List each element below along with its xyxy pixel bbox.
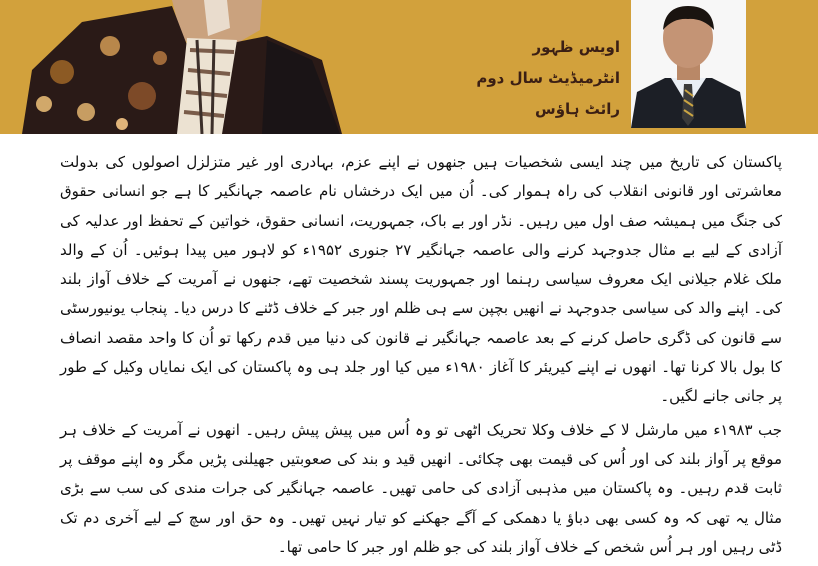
article-paragraph-2: جب ۱۹۸۳ء میں مارشل لا کے خلاف وکلا تحریک اٹھی تو وہ اُس میں پیش پیش رہیں۔ انھوں نے آمریت کے خلاف ہر موقع پر آواز بلند کی اور اُس کی قیمت بھی چکائی۔ انھیں قید و بند کی صعوبتیں جھیلنی پڑیں مگر وہ اپنے موقف پر ثابت قدم رہیں۔ وہ پاکستان میں مذہبی آزادی کی حامی تھیں۔ عاصمہ جہانگیر کی جرات مندی کی سب سے بڑی مثال یہ تھی کہ وہ کسی بھی دباؤ یا دھمکی کے آگے جھکنے کو تیار نہیں تھیں۔ وہ حق اور سچ کے لیے آخری دم تک ڈٹی رہیں اور ہر اُس شخص کے خلاف آواز بلند کی جو ظلم اور جبر کا حامی تھا۔ xyxy=(60,420,782,556)
article-body xyxy=(60,148,782,566)
student-photo xyxy=(631,0,746,128)
student-name: اویس ظہور xyxy=(532,38,620,56)
header-banner xyxy=(0,0,818,134)
student-class: انٹرمیڈیٹ سال دوم xyxy=(476,69,620,87)
student-caption xyxy=(470,32,620,125)
woman-portrait-photo xyxy=(22,0,347,134)
article-paragraph-1: پاکستان کی تاریخ میں چند ایسی شخصیات ہیں جنھوں نے اپنے عزم، بہادری اور غیر متزلزل اصولوں کی بدولت معاشرتی اور قانونی انقلاب کی راہ ہموار کی۔ اُن میں ایک درخشاں نام عاصمہ جہانگیر کا ہے جو انسانی حقوق کی جنگ میں ہمیشہ صف اول میں رہیں۔ نڈر اور بے باک، جمہوریت، انسانی حقوق، خواتین کے تحفظ اور عدلیہ کی آزادی کے لیے بے مثال جدوجہد کرنے والی عاصمہ جہانگیر ۲۷ جنوری ۱۹۵۲ء کو لاہور میں پیدا ہوئیں۔ اُن کے والد ملک غلام جیلانی ایک معروف سیاسی رہنما اور جمہوریت پسند شخصیت تھے، جنھوں نے آمریت کے خلاف آواز بلند کی۔ اپنے والد کی سیاسی جدوجہد نے انھیں بچپن سے ہی ظلم اور جبر کے خلاف ڈٹنے کا درس دیا۔ پنجاب یونیورسٹی سے قانون کی ڈگری حاصل کرنے کے بعد عاصمہ جہانگیر نے قانون کی دنیا میں قدم رکھا تو اُن کا واحد مقصد انصاف کا بول بالا کرنا تھا۔ انھوں نے اپنے کیریئر کا آغاز ۱۹۸۰ء میں کیا اور جلد ہی وہ پاکستان کی ایک نمایاں وکیل کے طور پر جانی جانے لگیں۔ xyxy=(60,153,783,406)
student-house: رائٹ ہاؤس xyxy=(535,100,620,118)
